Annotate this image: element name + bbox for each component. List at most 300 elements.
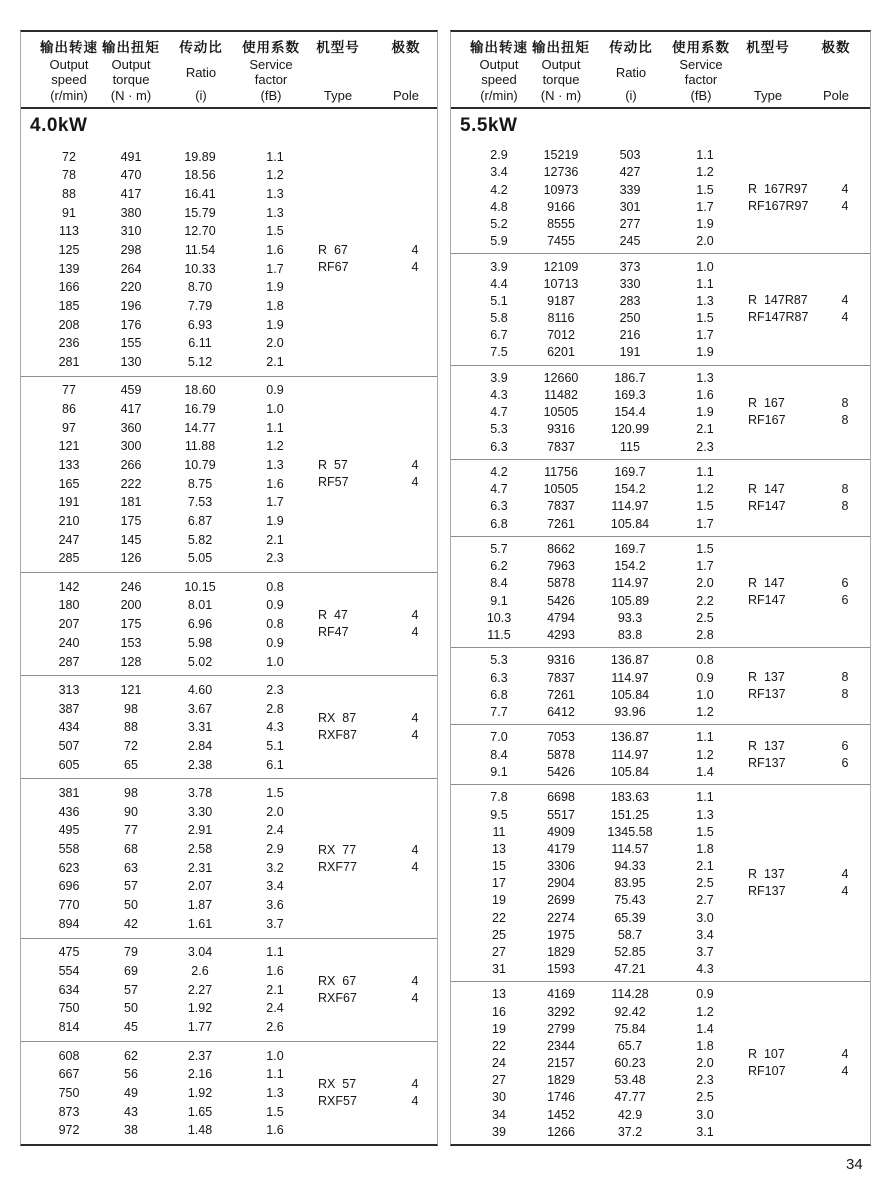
cell-service_factor_fB: 1.3 <box>266 205 284 220</box>
header-speed-en1: Output <box>49 56 89 72</box>
header-output-torque <box>93 36 169 103</box>
table-header <box>21 32 437 109</box>
table-row <box>451 559 870 573</box>
cell-output_torque_N_m: 11756 <box>544 465 578 480</box>
cell-output_speed_r_min: 180 <box>58 598 80 613</box>
data-block <box>451 253 870 364</box>
cell-output_torque_N_m: 50 <box>124 1001 138 1016</box>
cell-service_factor_fB: 2.3 <box>266 682 284 697</box>
table-row <box>451 1090 870 1104</box>
table-row <box>451 808 870 822</box>
table-row <box>451 1022 870 1036</box>
cell-ratio_i: 8.01 <box>187 598 213 613</box>
cell-service_factor_fB: 3.1 <box>696 1124 714 1139</box>
cell-ratio_i: 427 <box>619 165 641 180</box>
cell-ratio_i: 136.87 <box>610 653 650 668</box>
cell-service_factor_fB: 1.1 <box>266 1067 284 1082</box>
cell-service_factor_fB: 3.2 <box>266 860 284 875</box>
data-block <box>451 536 870 647</box>
cell-ratio_i: 47.77 <box>614 1090 646 1105</box>
table-row <box>21 383 437 397</box>
cell-ratio_i: 65.7 <box>617 1038 643 1053</box>
cell-service_factor_fB: 2.1 <box>266 354 284 369</box>
cell-service_factor_fB: 1.3 <box>696 807 714 822</box>
cell-ratio_i: 37.2 <box>617 1124 643 1139</box>
cell-output_speed_r_min: 507 <box>58 739 80 754</box>
cell-output_speed_r_min: 5.3 <box>490 653 508 668</box>
cell-output_speed_r_min: 34 <box>492 1107 506 1122</box>
cell-ratio_i: 330 <box>619 276 641 291</box>
cell-ratio_i: 8.70 <box>187 280 213 295</box>
cell-output_speed_r_min: 22 <box>492 1038 506 1053</box>
table-row <box>21 551 437 565</box>
table-row <box>451 876 870 890</box>
type-label: RX 57 RXF57 <box>318 1076 357 1108</box>
table-row <box>21 786 437 800</box>
table-row <box>21 945 437 959</box>
cell-output_speed_r_min: 623 <box>58 860 80 875</box>
header-torque-en1: Output <box>541 56 581 72</box>
table-row <box>21 683 437 697</box>
table-row <box>21 636 437 650</box>
cell-ratio_i: 2.6 <box>191 963 209 978</box>
cell-output_torque_N_m: 175 <box>120 513 142 528</box>
header-factor-unit: (fB) <box>690 87 712 103</box>
cell-ratio_i: 47.21 <box>614 962 646 977</box>
table-row <box>21 514 437 528</box>
cell-output_torque_N_m: 98 <box>124 701 138 716</box>
cell-output_speed_r_min: 434 <box>58 720 80 735</box>
cell-service_factor_fB: 1.7 <box>266 261 284 276</box>
cell-output_torque_N_m: 9316 <box>547 422 575 437</box>
table-row <box>451 594 870 608</box>
cell-output_speed_r_min: 3.4 <box>490 165 508 180</box>
table-row <box>451 148 870 162</box>
cell-service_factor_fB: 0.8 <box>266 579 284 594</box>
cell-output_speed_r_min: 4.2 <box>490 182 508 197</box>
cell-output_torque_N_m: 9187 <box>547 293 575 308</box>
cell-output_torque_N_m: 12736 <box>543 165 579 180</box>
cell-service_factor_fB: 1.5 <box>696 182 714 197</box>
cell-output_torque_N_m: 7455 <box>547 234 575 249</box>
cell-output_speed_r_min: 4.4 <box>490 276 508 291</box>
cell-output_torque_N_m: 1829 <box>547 944 575 959</box>
header-ratio-zh: 传动比 <box>179 40 223 55</box>
cell-service_factor_fB: 2.7 <box>696 893 714 908</box>
table-row <box>21 580 437 594</box>
cell-output_torque_N_m: 12660 <box>543 370 579 385</box>
type-label: R 147R87 RF147R87 <box>748 293 809 325</box>
cell-service_factor_fB: 2.3 <box>696 439 714 454</box>
table-row <box>21 533 437 547</box>
cell-ratio_i: 216 <box>619 328 641 343</box>
cell-ratio_i: 19.89 <box>184 149 216 164</box>
cell-output_torque_N_m: 11482 <box>544 388 578 403</box>
cell-ratio_i: 154.2 <box>614 559 646 574</box>
type-label: RX 77 RXF77 <box>318 842 357 874</box>
table-row <box>451 517 870 531</box>
cell-output_speed_r_min: 9.1 <box>490 764 508 779</box>
cell-service_factor_fB: 1.2 <box>696 1004 714 1019</box>
cell-output_speed_r_min: 285 <box>58 551 80 566</box>
cell-output_torque_N_m: 7963 <box>547 559 575 574</box>
cell-ratio_i: 5.82 <box>187 532 213 547</box>
type-label: R 137 RF137 <box>748 867 786 899</box>
cell-output_speed_r_min: 24 <box>492 1056 506 1071</box>
table-row <box>451 542 870 556</box>
cell-ratio_i: 191 <box>619 345 641 360</box>
header-ratio <box>591 36 671 103</box>
cell-ratio_i: 183.63 <box>610 790 650 805</box>
cell-output_torque_N_m: 9316 <box>547 653 575 668</box>
cell-ratio_i: 114.97 <box>611 576 649 591</box>
data-block <box>21 572 437 675</box>
cell-output_speed_r_min: 88 <box>62 186 76 201</box>
cell-ratio_i: 1345.58 <box>607 824 653 839</box>
cell-service_factor_fB: 3.7 <box>696 944 714 959</box>
cell-service_factor_fB: 2.4 <box>266 1001 284 1016</box>
cell-ratio_i: 18.60 <box>184 383 216 398</box>
cell-ratio_i: 14.77 <box>184 420 216 435</box>
cell-service_factor_fB: 1.9 <box>266 280 284 295</box>
cell-output_torque_N_m: 7837 <box>547 499 575 514</box>
cell-ratio_i: 339 <box>619 182 641 197</box>
cell-service_factor_fB: 1.1 <box>696 730 714 745</box>
cell-service_factor_fB: 0.8 <box>696 653 714 668</box>
cell-output_torque_N_m: 298 <box>120 242 142 257</box>
cell-output_speed_r_min: 436 <box>58 804 80 819</box>
cell-output_speed_r_min: 139 <box>58 261 80 276</box>
table-row <box>21 206 437 220</box>
table-row <box>21 224 437 238</box>
header-factor-zh: 使用系数 <box>242 40 300 55</box>
cell-service_factor_fB: 2.1 <box>266 982 284 997</box>
cell-output_speed_r_min: 8.4 <box>490 747 508 762</box>
cell-ratio_i: 10.33 <box>184 261 216 276</box>
cell-service_factor_fB: 1.2 <box>696 482 714 497</box>
cell-output_speed_r_min: 13 <box>492 987 506 1002</box>
cell-output_torque_N_m: 181 <box>120 495 142 510</box>
cell-output_torque_N_m: 220 <box>120 280 142 295</box>
cell-ratio_i: 5.02 <box>187 654 213 669</box>
cell-service_factor_fB: 1.3 <box>266 457 284 472</box>
cell-service_factor_fB: 1.8 <box>696 841 714 856</box>
cell-ratio_i: 2.31 <box>187 860 213 875</box>
cell-output_speed_r_min: 185 <box>58 298 80 313</box>
type-label: R 47 RF47 <box>318 608 349 640</box>
cell-output_speed_r_min: 165 <box>58 476 80 491</box>
cell-service_factor_fB: 1.6 <box>266 242 284 257</box>
pole-label: 4 4 <box>841 1047 849 1079</box>
cell-ratio_i: 105.84 <box>610 687 650 702</box>
cell-service_factor_fB: 1.1 <box>266 420 284 435</box>
cell-output_speed_r_min: 7.5 <box>490 345 508 360</box>
cell-output_torque_N_m: 121 <box>120 682 142 697</box>
cell-output_speed_r_min: 894 <box>58 916 80 931</box>
cell-service_factor_fB: 1.6 <box>266 476 284 491</box>
data-block <box>451 459 870 536</box>
cell-output_torque_N_m: 56 <box>124 1067 138 1082</box>
header-torque-zh: 输出扭矩 <box>102 40 160 55</box>
cell-service_factor_fB: 2.0 <box>266 804 284 819</box>
cell-output_speed_r_min: 6.7 <box>490 328 508 343</box>
cell-service_factor_fB: 4.3 <box>266 720 284 735</box>
table-row <box>451 234 870 248</box>
cell-output_speed_r_min: 7.7 <box>490 705 508 720</box>
cell-output_torque_N_m: 8555 <box>547 216 575 231</box>
cell-output_speed_r_min: 5.2 <box>490 216 508 231</box>
header-ratio-unit: (i) <box>195 88 207 103</box>
cell-service_factor_fB: 1.5 <box>696 542 714 557</box>
cell-output_speed_r_min: 22 <box>492 910 506 925</box>
cell-ratio_i: 373 <box>619 259 641 274</box>
cell-service_factor_fB: 1.7 <box>696 559 714 574</box>
type-label: R 167 RF167 <box>748 396 786 428</box>
cell-ratio_i: 169.7 <box>614 465 646 480</box>
table-row <box>21 805 437 819</box>
cell-output_torque_N_m: 222 <box>120 476 142 491</box>
cell-service_factor_fB: 1.0 <box>266 1048 284 1063</box>
header-type <box>729 36 807 103</box>
cell-ratio_i: 12.70 <box>184 224 216 239</box>
table-row <box>451 705 870 719</box>
table-row <box>451 388 870 402</box>
cell-output_torque_N_m: 49 <box>124 1085 138 1100</box>
pole-label: 4 4 <box>411 608 419 640</box>
table-row <box>21 168 437 182</box>
cell-output_speed_r_min: 6.8 <box>490 687 508 702</box>
cell-service_factor_fB: 2.8 <box>266 701 284 716</box>
table-row <box>451 730 870 744</box>
cell-output_torque_N_m: 300 <box>120 439 142 454</box>
cell-service_factor_fB: 1.8 <box>696 1038 714 1053</box>
cell-ratio_i: 2.16 <box>187 1067 213 1082</box>
cell-service_factor_fB: 1.3 <box>266 1085 284 1100</box>
cell-ratio_i: 503 <box>619 148 641 163</box>
cell-output_speed_r_min: 142 <box>58 579 80 594</box>
table-row <box>21 655 437 669</box>
table-row <box>21 823 437 837</box>
cell-ratio_i: 16.41 <box>184 186 216 201</box>
cell-service_factor_fB: 1.0 <box>696 259 714 274</box>
header-factor-en2: factor <box>254 72 288 88</box>
table-row <box>451 576 870 590</box>
table-row <box>21 1049 437 1063</box>
cell-output_torque_N_m: 90 <box>124 804 138 819</box>
type-label: R 137 RF137 <box>748 670 786 702</box>
cell-output_torque_N_m: 4179 <box>547 841 575 856</box>
cell-service_factor_fB: 1.9 <box>266 513 284 528</box>
table-row <box>451 499 870 513</box>
data-block <box>21 376 437 572</box>
cell-service_factor_fB: 1.4 <box>696 764 714 779</box>
cell-service_factor_fB: 1.7 <box>696 328 714 343</box>
cell-output_speed_r_min: 97 <box>62 420 76 435</box>
cell-ratio_i: 10.15 <box>184 579 216 594</box>
cell-service_factor_fB: 1.9 <box>696 405 714 420</box>
table-row <box>21 439 437 453</box>
cell-ratio_i: 5.98 <box>187 635 213 650</box>
header-speed-zh: 输出转速 <box>40 40 98 55</box>
header-speed-en1: Output <box>479 56 519 72</box>
table-row <box>451 842 870 856</box>
cell-ratio_i: 52.85 <box>614 944 646 959</box>
cell-ratio_i: 6.87 <box>187 513 213 528</box>
cell-ratio_i: 83.8 <box>617 628 643 643</box>
cell-ratio_i: 105.84 <box>610 764 650 779</box>
cell-output_torque_N_m: 98 <box>124 786 138 801</box>
type-label: R 67 RF67 <box>318 243 349 275</box>
cell-service_factor_fB: 3.6 <box>266 898 284 913</box>
table-row <box>451 482 870 496</box>
pole-label: 4 4 <box>411 243 419 275</box>
cell-ratio_i: 115 <box>620 439 640 454</box>
table-row <box>451 653 870 667</box>
cell-ratio_i: 105.84 <box>610 516 650 531</box>
cell-ratio_i: 169.3 <box>614 388 646 403</box>
type-label: R 137 RF137 <box>748 738 786 770</box>
header-torque-unit: (N · m) <box>540 87 582 103</box>
cell-service_factor_fB: 2.5 <box>696 1090 714 1105</box>
cell-ratio_i: 2.58 <box>187 842 213 857</box>
cell-output_torque_N_m: 196 <box>120 298 142 313</box>
cell-output_torque_N_m: 62 <box>124 1048 138 1063</box>
cell-output_torque_N_m: 6201 <box>547 345 575 360</box>
cell-ratio_i: 3.78 <box>187 786 213 801</box>
cell-output_speed_r_min: 4.2 <box>490 465 508 480</box>
cell-ratio_i: 114.28 <box>611 987 649 1002</box>
cell-output_torque_N_m: 470 <box>120 168 142 183</box>
cell-output_speed_r_min: 31 <box>492 962 506 977</box>
cell-output_torque_N_m: 153 <box>120 635 142 650</box>
cell-output_speed_r_min: 3.9 <box>490 259 508 274</box>
cell-output_torque_N_m: 68 <box>124 842 138 857</box>
cell-output_speed_r_min: 750 <box>58 1001 80 1016</box>
cell-service_factor_fB: 2.1 <box>696 422 714 437</box>
type-label: R 57 RF57 <box>318 458 349 490</box>
table-row <box>21 187 437 201</box>
table-row <box>451 1005 870 1019</box>
cell-output_torque_N_m: 2904 <box>547 876 575 891</box>
cell-output_torque_N_m: 65 <box>124 757 138 772</box>
cell-ratio_i: 114.97 <box>611 670 649 685</box>
table-row <box>451 962 870 976</box>
cell-output_speed_r_min: 7.8 <box>490 790 508 805</box>
cell-ratio_i: 1.48 <box>187 1123 213 1138</box>
cell-service_factor_fB: 0.9 <box>696 670 714 685</box>
table-row <box>21 1067 437 1081</box>
cell-output_speed_r_min: 8.4 <box>490 576 508 591</box>
cell-ratio_i: 186.7 <box>614 370 646 385</box>
cell-service_factor_fB: 1.2 <box>696 705 714 720</box>
cell-service_factor_fB: 1.7 <box>696 199 714 214</box>
cell-output_speed_r_min: 475 <box>58 945 80 960</box>
cell-output_speed_r_min: 72 <box>62 149 76 164</box>
cell-output_speed_r_min: 10.3 <box>486 610 512 625</box>
cell-service_factor_fB: 0.9 <box>696 987 714 1002</box>
cell-output_speed_r_min: 634 <box>58 982 80 997</box>
table-row <box>21 402 437 416</box>
cell-output_speed_r_min: 11 <box>492 824 506 839</box>
cell-service_factor_fB: 2.0 <box>696 1056 714 1071</box>
cell-output_torque_N_m: 38 <box>124 1123 138 1138</box>
cell-output_speed_r_min: 495 <box>58 823 80 838</box>
cell-output_torque_N_m: 130 <box>120 354 142 369</box>
table-row <box>451 790 870 804</box>
cell-output_torque_N_m: 8662 <box>547 542 575 557</box>
power-section-title-5-5kw: 5.5kW <box>460 115 518 136</box>
header-type-zh: 机型号 <box>316 40 360 55</box>
cell-output_torque_N_m: 2274 <box>547 910 575 925</box>
cell-service_factor_fB: 1.3 <box>266 186 284 201</box>
cell-output_torque_N_m: 128 <box>120 654 142 669</box>
cell-ratio_i: 3.31 <box>187 720 213 735</box>
cell-ratio_i: 114.57 <box>611 841 649 856</box>
cell-output_speed_r_min: 3.9 <box>490 370 508 385</box>
cell-ratio_i: 250 <box>619 311 641 326</box>
cell-output_speed_r_min: 558 <box>58 842 80 857</box>
cell-service_factor_fB: 1.1 <box>696 148 714 163</box>
table-row <box>451 371 870 385</box>
cell-output_speed_r_min: 125 <box>58 242 80 257</box>
pole-label: 6 6 <box>841 576 849 608</box>
cell-ratio_i: 7.53 <box>187 495 213 510</box>
cell-service_factor_fB: 6.1 <box>266 757 284 772</box>
cell-service_factor_fB: 4.3 <box>696 962 714 977</box>
data-block <box>451 981 870 1144</box>
cell-output_torque_N_m: 77 <box>124 823 138 838</box>
cell-ratio_i: 154.4 <box>614 405 646 420</box>
cell-service_factor_fB: 1.3 <box>696 293 714 308</box>
cell-ratio_i: 75.84 <box>614 1021 646 1036</box>
cell-service_factor_fB: 1.2 <box>266 439 284 454</box>
cell-service_factor_fB: 2.4 <box>266 823 284 838</box>
cell-service_factor_fB: 1.1 <box>696 790 714 805</box>
data-blocks-5-5kw <box>451 143 870 1144</box>
cell-output_torque_N_m: 10505 <box>543 482 579 497</box>
cell-output_speed_r_min: 6.3 <box>490 439 508 454</box>
cell-output_speed_r_min: 5.9 <box>490 234 508 249</box>
cell-output_speed_r_min: 7.0 <box>490 730 508 745</box>
header-ratio <box>161 36 241 103</box>
cell-service_factor_fB: 2.3 <box>266 551 284 566</box>
cell-output_torque_N_m: 4293 <box>547 628 575 643</box>
cell-output_torque_N_m: 10713 <box>543 276 579 291</box>
cell-ratio_i: 2.91 <box>187 823 213 838</box>
cell-output_torque_N_m: 2344 <box>547 1038 575 1053</box>
cell-ratio_i: 136.87 <box>610 730 650 745</box>
type-label: R 107 RF107 <box>748 1047 786 1079</box>
cell-output_speed_r_min: 5.8 <box>490 311 508 326</box>
cell-output_torque_N_m: 1829 <box>547 1073 575 1088</box>
cell-service_factor_fB: 1.7 <box>696 516 714 531</box>
cell-output_speed_r_min: 6.3 <box>490 499 508 514</box>
cell-output_speed_r_min: 554 <box>58 963 80 978</box>
cell-ratio_i: 1.92 <box>187 1085 213 1100</box>
cell-output_torque_N_m: 7837 <box>547 670 575 685</box>
cell-service_factor_fB: 1.6 <box>266 963 284 978</box>
cell-service_factor_fB: 0.8 <box>266 617 284 632</box>
cell-ratio_i: 2.84 <box>187 739 213 754</box>
spec-table-4kw <box>20 30 438 1146</box>
cell-service_factor_fB: 2.1 <box>696 859 714 874</box>
cell-output_speed_r_min: 6.8 <box>490 516 508 531</box>
table-row <box>21 1020 437 1034</box>
cell-output_torque_N_m: 491 <box>120 149 142 164</box>
cell-ratio_i: 75.43 <box>614 893 646 908</box>
cell-service_factor_fB: 2.9 <box>266 842 284 857</box>
cell-output_speed_r_min: 2.9 <box>490 148 508 163</box>
